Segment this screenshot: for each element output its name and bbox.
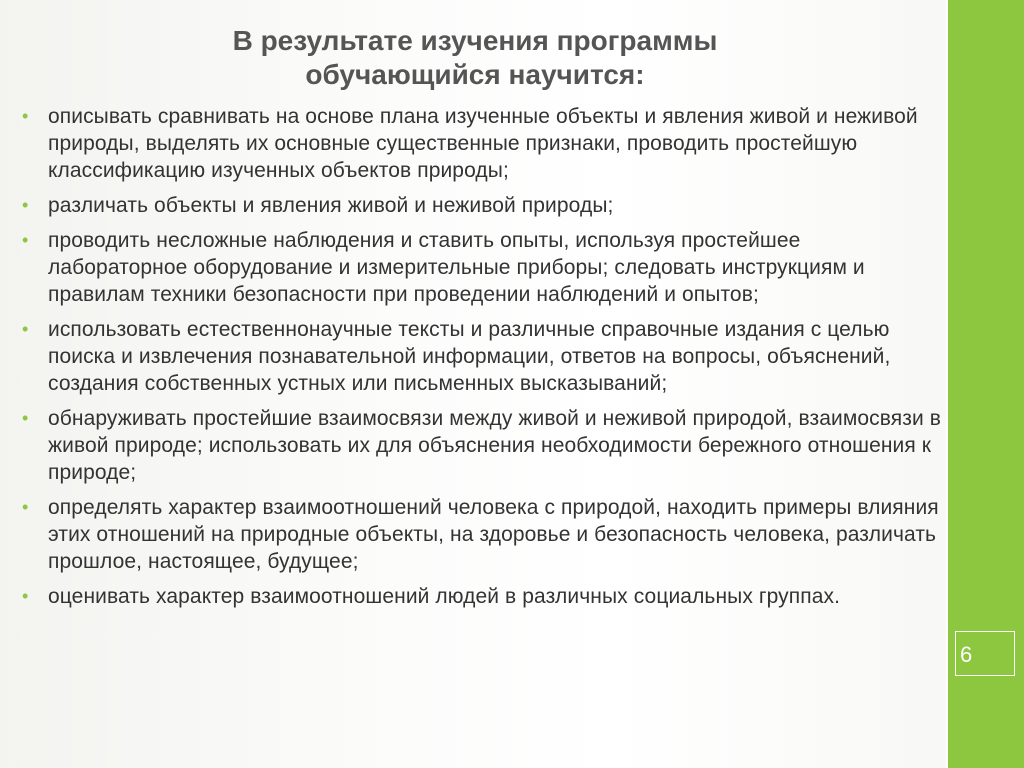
bullet-dot-icon: • [22,195,29,215]
bullet-text: описывать сравнивать на основе плана изученные объекты и явления живой и неживой природы, выделять их основные существенные признаки, проводить простейшую классификацию изученных объектов природы; [48,105,918,182]
bullet-dot-icon: • [22,230,29,250]
bullet-text: использовать естественнонаучные тексты и различные справочные издания с целью поиска и извлечения познавательной информации, ответов на вопросы, объяснений, создания собственных устных или письменных высказываний; [48,318,891,395]
slide-number: 6 [955,631,1015,676]
bullet-dot-icon: • [22,408,29,428]
bullet-text: проводить несложные наблюдения и ставить опыты, используя простейшее лабораторное оборудование и измерительные приборы; следовать инструкциям и правилам техники безопасности при проведении наблюдений и опытов; [48,229,865,306]
learning-outcomes-list [20,103,944,618]
bullet-text: оценивать характер взаимоотношений людей в различных социальных группах. [48,585,841,608]
slide-title [195,24,755,92]
bullet-dot-icon: • [22,319,29,339]
bullet-dot-icon: • [22,106,29,126]
slide-title-line-1: В результате изучения программы [232,25,718,56]
bullet-item [20,583,944,610]
stripe-divider-line [946,0,948,768]
bullet-item [20,103,944,184]
bullet-item [20,192,944,219]
bullet-item [20,316,944,397]
bullet-dot-icon: • [22,497,29,517]
bullet-text: различать объекты и явления живой и неживой природы; [48,194,614,217]
bullet-dot-icon: • [22,586,29,606]
bullet-text: определять характер взаимоотношений человека с природой, находить примеры влияния этих отношений на природные объекты, на здоровье и безопасность человека, различать прошлое, настоящее, будущее; [48,496,939,573]
bullet-text: обнаруживать простейшие взаимосвязи между живой и неживой природой, взаимосвязи в живой природе; использовать их для объяснения необходимости бережного отношения к природе; [48,407,941,484]
slide-title-line-2: обучающийся научится: [305,59,645,90]
bullet-item [20,405,944,486]
bullet-item [20,494,944,575]
bullet-item [20,227,944,308]
